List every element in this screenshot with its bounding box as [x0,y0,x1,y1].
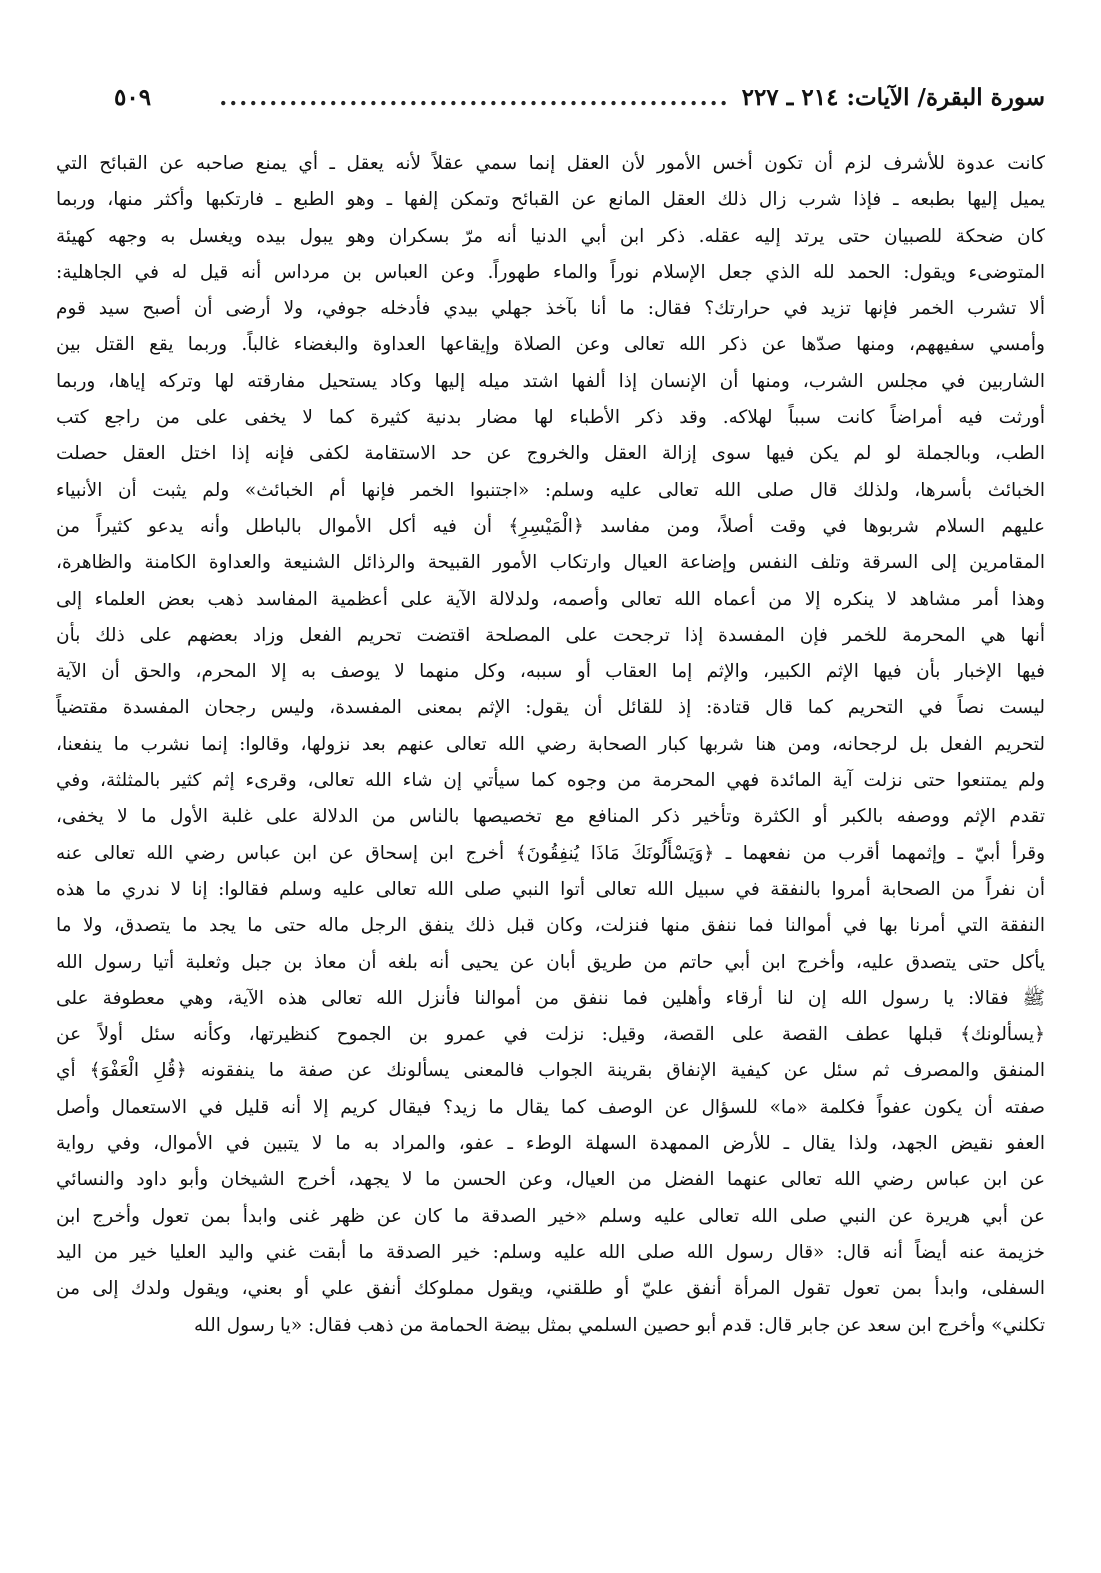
text-line: وهذا أمر مشاهد لا ينكره إلا من أعماه الله تعالى وأصمه، ولدلالة الآية على أعظمية المفاسد ذهب بعض العلماء إلى [56,588,1045,610]
text-line: تكلني» وأخرج ابن سعد عن جابر قال: قدم أبو حصين السلمي بمثل بيضة الحمامة من ذهب فقال: «يا رسول الله [194,1314,1045,1336]
text-line: الخبائث بأسرها، ولذلك قال صلى الله تعالى عليه وسلم: «اجتنبوا الخمر فإنها أم الخبائث» ولم يثبت أن الأنبياء [56,479,1045,501]
text-line: ﷺ فقالا: يا رسول الله إن لنا أرقاء وأهلين فما ننفق من أموالنا فأنزل الله تعالى هذه الآية، وهي معطوفة على [56,987,1045,1009]
body-text [56,146,1045,1344]
text-line: أنها هي المحرمة للخمر فإن المفسدة إذا ترجحت على المصلحة اقتضت تحريم الفعل وزاد بعضهم على ذلك بأن [56,624,1045,646]
text-line: ليست نصاً في التحريم كما قال قتادة: إذ للقائل أن يقول: الإثم بمعنى المفسدة، وليس رجحان المفسدة مقتضياً [56,697,1045,719]
text-line: السفلى، وابدأ بمن تعول تقول المرأة أنفق عليّ أو طلقني، ويقول مملوكك أنفق علي أو بعني، ويقول ولدك إلى من [56,1278,1045,1300]
text-line: لتحريم الفعل بل لرجحانه، ومن هنا شربها كبار الصحابة رضي الله تعالى عنهم بعد نزولها، وقالوا: إنما نشرب ما ينفعنا، [56,733,1045,755]
text-line: يميل إليها بطبعه ـ فإذا شرب زال ذلك العقل المانع عن القبائح وتمكن إلفها ـ وهو الطبع ـ فارتكبها وأكثر منها، وربما [56,189,1045,211]
text-line: أن نفراً من الصحابة أمروا بالنفقة في سبيل الله تعالى أتوا النبي صلى الله تعالى عليه وسلم فقالوا: إنا لا ندري ما هذه [56,878,1045,900]
text-line: عليهم السلام شربوها في وقت أصلاً، ومن مفاسد ﴿الْمَيْسِرِ﴾ أن فيه أكل الأموال بالباطل وأنه يدعو كثيراً من [56,515,1045,537]
dot-leader: ................................................... [219,83,730,111]
text-line: ألا تشرب الخمر فإنها تزيد في حرارتك؟ فقال: ما أنا بآخذ جهلي بيدي فأدخله جوفي، ولا أرضى أن أصبح سيد قوم [56,298,1045,320]
text-line: يأكل حتى يتصدق عليه، وأخرج ابن أبي حاتم من طريق أبان عن يحيى أنه بلغه أن معاذ بن جبل وثعلبة أتيا رسول الله [56,951,1045,973]
text-line: ولم يمتنعوا حتى نزلت آية المائدة فهي المحرمة من وجوه كما سيأتي إن شاء الله تعالى، وقرىء إثم كثير بالمثلثة، وفي [56,770,1045,792]
running-header [114,82,1045,112]
text-line: كانت عدوة للأشرف لزم أن تكون أخس الأمور لأن العقل إنما سمي عقلاً لأنه يعقل ـ أي يمنع صاحبه عن القبائح التي [56,153,1045,174]
text-line: ﴿يسألونك﴾ قبلها عطف القصة على القصة، وقيل: نزلت في عمرو بن الجموح كنظيرتها، وكأنه سئل أولاً عن [56,1024,1045,1046]
text-line: أورثت فيه أمراضاً كانت سبباً لهلاكه. وقد ذكر الأطباء لها مضار بدنية كثيرة كما لا يخفى على من راجع كتب [56,407,1045,429]
text-line: المنفق والمصرف ثم سئل عن كيفية الإنفاق بقرينة الجواب فالمعنى يسألونك عن صفة ما ينفقونه ﴿قُلِ الْعَفْوَ﴾ أي [56,1060,1045,1082]
text-line: الشاربين في مجلس الشرب، ومنها أن الإنسان إذا ألفها اشتد ميله إليها وكاد يستحيل مفارقته لها وتركه إياها، وربما [56,370,1045,392]
text-line: المتوضىء ويقول: الحمد لله الذي جعل الإسلام نوراً والماء طهوراً. وعن العباس بن مرداس أنه قيل له في الجاهلية: [56,261,1045,283]
text-line: المقامرين إلى السرقة وتلف النفس وإضاعة العيال وارتكاب الأمور القبيحة والرذائل الشنيعة والعداوة الكامنة والظاهرة، [56,552,1045,574]
text-line: تقدم الإثم ووصفه بالكبر أو الكثرة وتأخير ذكر المنافع مع تخصيصها بالناس من الدلالة على غلبة الأول ما لا يخفى، [56,806,1045,828]
text-line: العفو نقيض الجهد، ولذا يقال ـ للأرض الممهدة السهلة الوطء ـ عفو، والمراد به ما لا يتبين في الأموال، وفي رواية [56,1133,1045,1155]
text-line: النفقة التي أمرنا بها في أموالنا فما ننفق منها فنزلت، وكان قبل ذلك ينفق الرجل ماله حتى ما يجد ما يتصدق، ولا ما [56,915,1045,937]
text-line: عن ابن عباس رضي الله تعالى عنهما الفضل من العيال، وعن الحسن ما لا يجهد، أخرج الشيخان وأبو داود والنسائي [56,1169,1045,1191]
text-line: الطب، وبالجملة لو لم يكن فيها سوى إزالة العقل والخروج عن حد الاستقامة لكفى فإنه إذا اختل العقل حصلت [56,443,1045,465]
text-line: وأمسي سفيههم، ومنها صدّها عن ذكر الله تعالى وعن الصلاة وإيقاعها العداوة والبغضاء غالباً. وربما يقع القتل بين [56,334,1045,356]
text-line: خزيمة عنه أيضاً أنه قال: «قال رسول الله صلى الله عليه وسلم: خير الصدقة ما أبقت غني واليد العليا خير من اليد [56,1241,1045,1263]
page-number: ٥٠٩ [114,83,152,111]
text-line: فيها الإخبار بأن فيها الإثم الكبير، والإثم إما العقاب أو سببه، وكل منهما لا يوصف به إلا المحرم، والحق أن الآية [56,661,1045,683]
chapter-title: سورة البقرة/ الآيات: ٢١٤ ـ ٢٢٧ [741,83,1045,111]
text-line: كان ضحكة للصبيان حتى يرتد إليه عقله. ذكر ابن أبي الدنيا أنه مرّ بسكران وهو يبول بيده ويغسل به وجهه كهيئة [56,225,1045,247]
text-line: وقرأ أبيّ ـ وإثمهما أقرب من نفعهما ـ ﴿وَيَسْأَلُونَكَ مَاذَا يُنفِقُونَ﴾ أخرج ابن إسحاق عن ابن عباس رضي الله تعالى عنه [56,842,1045,864]
text-line: عن أبي هريرة عن النبي صلى الله تعالى عليه وسلم «خير الصدقة ما كان عن ظهر غنى وابدأ بمن تعول وأخرج ابن [56,1205,1045,1227]
text-line: صفته أن يكون عفواً فكلمة «ما» للسؤال عن الوصف كما يقال ما زيد؟ فيقال كريم إلا أنه قليل في الاستعمال وأصل [56,1096,1045,1118]
